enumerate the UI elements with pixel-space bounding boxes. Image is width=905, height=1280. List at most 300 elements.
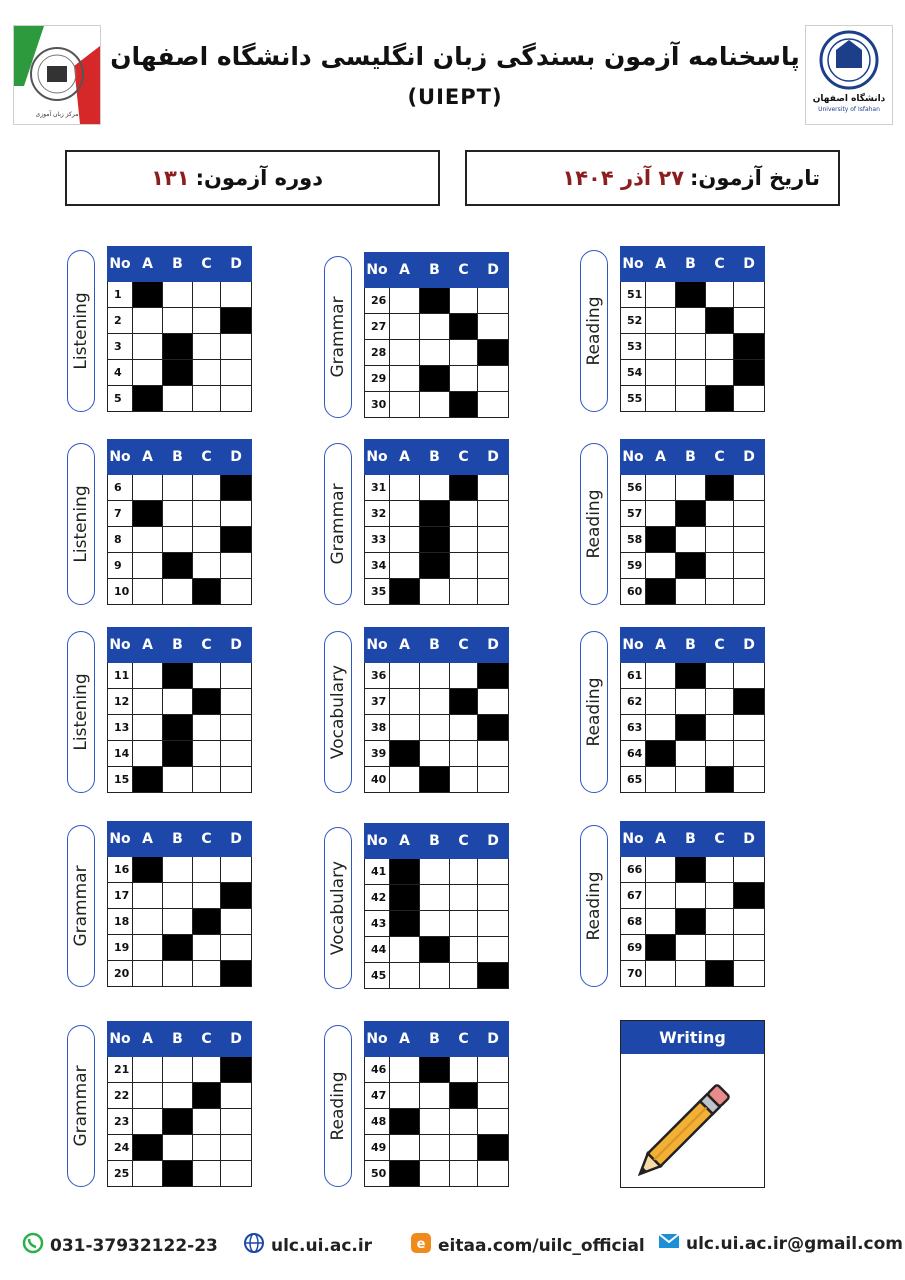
answer-bubble <box>734 767 765 793</box>
answer-bubble <box>133 579 163 605</box>
answer-bubble-filled <box>221 1057 252 1083</box>
answer-row <box>108 386 252 412</box>
answer-bubble <box>390 1057 420 1083</box>
answer-bubble <box>706 579 734 605</box>
answer-bubble <box>133 308 163 334</box>
header-option-d: D <box>478 253 509 288</box>
answer-bubble-filled <box>163 360 193 386</box>
university-logo-text: دانشگاه اصفهان <box>812 94 886 104</box>
answer-bubble-filled <box>163 935 193 961</box>
answer-bubble-filled <box>676 553 706 579</box>
answer-row <box>108 475 252 501</box>
university-logo-subtext: University of Isfahan <box>818 106 880 113</box>
answer-bubble-filled <box>163 553 193 579</box>
answer-bubble <box>163 1083 193 1109</box>
answer-bubble <box>706 715 734 741</box>
answer-bubble <box>478 314 509 340</box>
question-number: 21 <box>108 1057 133 1083</box>
answer-bubble <box>133 883 163 909</box>
answer-bubble-filled <box>163 1109 193 1135</box>
answer-bubble <box>478 366 509 392</box>
answer-bubble <box>133 360 163 386</box>
question-number: 40 <box>365 767 390 793</box>
answer-bubble-filled <box>706 767 734 793</box>
answer-bubble <box>450 859 478 885</box>
question-number: 44 <box>365 937 390 963</box>
section-label-grammar <box>67 1025 95 1187</box>
footer-phone-text: 031-37932122-23 <box>50 1235 218 1256</box>
answer-bubble <box>193 360 221 386</box>
question-number: 36 <box>365 663 390 689</box>
answer-bubble <box>163 689 193 715</box>
answer-bubble-filled <box>133 501 163 527</box>
answer-row <box>365 1057 509 1083</box>
question-number: 65 <box>621 767 646 793</box>
answer-row <box>621 715 765 741</box>
answer-bubble <box>734 579 765 605</box>
answer-row <box>108 961 252 987</box>
answer-bubble <box>420 859 450 885</box>
header-option-c: C <box>193 1022 221 1057</box>
answer-bubble <box>390 288 420 314</box>
question-number: 31 <box>365 475 390 501</box>
section-label-grammar <box>324 256 352 418</box>
answer-bubble-filled <box>478 1135 509 1161</box>
answer-bubble <box>221 553 252 579</box>
answer-row <box>621 883 765 909</box>
answer-bubble <box>133 527 163 553</box>
header-option-c: C <box>193 440 221 475</box>
header-number: No <box>365 824 390 859</box>
answer-bubble <box>478 741 509 767</box>
answer-bubble <box>706 909 734 935</box>
answer-row <box>621 282 765 308</box>
header-option-a: A <box>133 247 163 282</box>
answer-bubble <box>163 961 193 987</box>
section-label-listening <box>67 250 95 412</box>
answer-bubble <box>193 553 221 579</box>
answer-bubble <box>221 1135 252 1161</box>
question-number: 42 <box>365 885 390 911</box>
answer-row <box>621 553 765 579</box>
answer-bubble <box>221 579 252 605</box>
answer-bubble <box>221 360 252 386</box>
answer-bubble <box>163 909 193 935</box>
section-label-text: Reading <box>584 871 604 941</box>
answer-bubble <box>420 963 450 989</box>
answer-row <box>108 663 252 689</box>
header-number: No <box>108 628 133 663</box>
question-number: 25 <box>108 1161 133 1187</box>
answer-row <box>365 963 509 989</box>
section-label-listening <box>67 631 95 793</box>
globe-icon <box>243 1232 265 1259</box>
answer-bubble <box>450 663 478 689</box>
answer-bubble <box>163 1057 193 1083</box>
section-label-text: Reading <box>584 296 604 366</box>
answer-bubble <box>390 527 420 553</box>
question-number: 59 <box>621 553 646 579</box>
question-number: 2 <box>108 308 133 334</box>
answer-bubble-filled <box>390 741 420 767</box>
header-number: No <box>621 247 646 282</box>
answer-bubble-filled <box>133 386 163 412</box>
header-option-c: C <box>193 628 221 663</box>
answer-bubble <box>133 334 163 360</box>
section-label-text: Grammar <box>71 1065 91 1147</box>
header-option-d: D <box>734 822 765 857</box>
answer-bubble <box>390 937 420 963</box>
question-number: 15 <box>108 767 133 793</box>
answer-bubble <box>193 663 221 689</box>
answer-bubble <box>734 527 765 553</box>
answer-bubble <box>450 527 478 553</box>
answer-bubble <box>221 1161 252 1187</box>
header-option-d: D <box>478 824 509 859</box>
answer-bubble-filled <box>133 1135 163 1161</box>
writing-label: Writing <box>621 1021 764 1054</box>
answer-row <box>365 715 509 741</box>
answer-bubble <box>193 527 221 553</box>
answer-bubble <box>420 340 450 366</box>
answer-row <box>621 767 765 793</box>
answer-row <box>365 501 509 527</box>
answer-bubble-filled <box>193 689 221 715</box>
answer-bubble <box>390 663 420 689</box>
answer-bubble <box>676 308 706 334</box>
question-number: 32 <box>365 501 390 527</box>
answer-bubble <box>390 1083 420 1109</box>
question-number: 10 <box>108 579 133 605</box>
answer-bubble <box>478 527 509 553</box>
answer-bubble <box>676 386 706 412</box>
header-option-b: B <box>420 440 450 475</box>
question-number: 45 <box>365 963 390 989</box>
answer-bubble-filled <box>646 935 676 961</box>
exam-date-label: تاریخ آزمون: <box>690 166 820 190</box>
svg-text:مرکز زبان آموزی: مرکز زبان آموزی <box>35 111 79 118</box>
question-number: 13 <box>108 715 133 741</box>
answer-bubble <box>450 767 478 793</box>
answer-bubble <box>478 859 509 885</box>
answer-bubble <box>420 392 450 418</box>
answer-bubble <box>676 961 706 987</box>
answer-bubble <box>478 1083 509 1109</box>
answer-bubble <box>133 663 163 689</box>
answer-bubble-filled <box>390 579 420 605</box>
answer-row <box>621 386 765 412</box>
answer-bubble <box>420 1135 450 1161</box>
answer-grid <box>107 1021 252 1187</box>
answer-bubble <box>734 308 765 334</box>
exam-date-value: ۲۷ آذر ۱۴۰۴ <box>562 166 685 190</box>
answer-bubble <box>706 857 734 883</box>
answer-bubble <box>478 579 509 605</box>
answer-bubble-filled <box>706 308 734 334</box>
answer-bubble-filled <box>676 282 706 308</box>
answer-bubble-filled <box>163 741 193 767</box>
answer-bubble-filled <box>450 1083 478 1109</box>
answer-row <box>621 857 765 883</box>
question-number: 51 <box>621 282 646 308</box>
answer-bubble-filled <box>420 767 450 793</box>
page-title: پاسخنامه آزمون بسندگی زبان انگلیسی دانشگاه اصفهان <box>110 42 800 71</box>
answer-bubble <box>706 360 734 386</box>
answer-row <box>365 741 509 767</box>
answer-bubble <box>420 715 450 741</box>
answer-bubble <box>478 937 509 963</box>
question-number: 57 <box>621 501 646 527</box>
answer-row <box>621 501 765 527</box>
answer-bubble <box>478 475 509 501</box>
footer-phone[interactable] <box>22 1232 218 1259</box>
answer-bubble-filled <box>390 911 420 937</box>
answer-bubble <box>706 935 734 961</box>
answer-row <box>108 527 252 553</box>
header-option-b: B <box>676 628 706 663</box>
question-number: 47 <box>365 1083 390 1109</box>
answer-bubble <box>390 366 420 392</box>
answer-bubble <box>450 579 478 605</box>
question-number: 20 <box>108 961 133 987</box>
answer-bubble <box>420 911 450 937</box>
answer-bubble <box>221 1109 252 1135</box>
answer-bubble <box>420 475 450 501</box>
question-number: 12 <box>108 689 133 715</box>
question-number: 16 <box>108 857 133 883</box>
question-number: 19 <box>108 935 133 961</box>
question-number: 56 <box>621 475 646 501</box>
header-option-c: C <box>450 1022 478 1057</box>
answer-bubble-filled <box>390 1109 420 1135</box>
question-number: 70 <box>621 961 646 987</box>
answer-row <box>365 937 509 963</box>
answer-bubble <box>163 1135 193 1161</box>
answer-row <box>108 501 252 527</box>
answer-bubble-filled <box>734 334 765 360</box>
answer-row <box>365 527 509 553</box>
question-number: 7 <box>108 501 133 527</box>
section-label-reading <box>580 631 608 793</box>
answer-bubble <box>193 501 221 527</box>
answer-bubble <box>221 935 252 961</box>
header-option-d: D <box>478 1022 509 1057</box>
answer-bubble <box>646 883 676 909</box>
header-option-d: D <box>221 628 252 663</box>
answer-bubble <box>221 334 252 360</box>
header-option-a: A <box>133 822 163 857</box>
answer-bubble <box>646 308 676 334</box>
answer-bubble-filled <box>450 314 478 340</box>
header-option-c: C <box>450 440 478 475</box>
answer-bubble <box>390 314 420 340</box>
answer-bubble-filled <box>221 883 252 909</box>
section-label-text: Reading <box>584 489 604 559</box>
answer-bubble <box>450 288 478 314</box>
answer-bubble <box>133 909 163 935</box>
answer-row <box>365 288 509 314</box>
question-number: 5 <box>108 386 133 412</box>
answer-bubble <box>646 360 676 386</box>
answer-bubble <box>478 501 509 527</box>
answer-bubble-filled <box>706 386 734 412</box>
header-option-d: D <box>221 1022 252 1057</box>
question-number: 1 <box>108 282 133 308</box>
answer-row <box>108 715 252 741</box>
question-number: 66 <box>621 857 646 883</box>
section-label-reading <box>580 443 608 605</box>
header-option-c: C <box>450 628 478 663</box>
section-label-text: Vocabulary <box>328 664 348 760</box>
answer-bubble <box>193 386 221 412</box>
answer-bubble <box>193 767 221 793</box>
answer-row <box>621 909 765 935</box>
answer-bubble <box>133 1083 163 1109</box>
header-option-d: D <box>221 440 252 475</box>
answer-bubble <box>133 553 163 579</box>
answer-bubble <box>676 360 706 386</box>
answer-bubble <box>734 663 765 689</box>
answer-row <box>108 1161 252 1187</box>
answer-bubble <box>390 963 420 989</box>
section-label-grammar <box>324 443 352 605</box>
question-number: 17 <box>108 883 133 909</box>
answer-bubble <box>163 857 193 883</box>
answer-bubble <box>163 282 193 308</box>
answer-bubble-filled <box>420 501 450 527</box>
header-option-d: D <box>734 440 765 475</box>
answer-bubble-filled <box>133 767 163 793</box>
question-number: 48 <box>365 1109 390 1135</box>
answer-bubble <box>676 579 706 605</box>
answer-grid <box>620 627 765 793</box>
answer-bubble <box>390 767 420 793</box>
answer-row <box>108 1083 252 1109</box>
answer-grid <box>364 823 509 989</box>
header-option-d: D <box>478 440 509 475</box>
answer-bubble <box>676 935 706 961</box>
question-number: 50 <box>365 1161 390 1187</box>
question-number: 68 <box>621 909 646 935</box>
answer-bubble <box>450 937 478 963</box>
answer-bubble <box>193 1161 221 1187</box>
answer-bubble-filled <box>390 885 420 911</box>
answer-bubble <box>734 935 765 961</box>
section-label-grammar <box>67 825 95 987</box>
footer-eitaa-text: eitaa.com/uilc_official <box>438 1235 645 1256</box>
answer-bubble <box>420 663 450 689</box>
answer-bubble <box>450 366 478 392</box>
answer-row <box>365 767 509 793</box>
question-number: 46 <box>365 1057 390 1083</box>
answer-row <box>621 663 765 689</box>
footer-email[interactable] <box>658 1232 903 1255</box>
answer-bubble-filled <box>734 360 765 386</box>
footer-eitaa[interactable] <box>410 1232 645 1259</box>
answer-bubble-filled <box>676 909 706 935</box>
header-option-d: D <box>221 247 252 282</box>
answer-bubble <box>646 909 676 935</box>
exam-round-label: دوره آزمون: <box>195 166 323 190</box>
header-option-b: B <box>420 628 450 663</box>
answer-row <box>365 553 509 579</box>
answer-bubble-filled <box>420 288 450 314</box>
header-option-c: C <box>193 247 221 282</box>
answer-row <box>621 579 765 605</box>
answer-bubble <box>646 857 676 883</box>
question-number: 37 <box>365 689 390 715</box>
header-option-d: D <box>478 628 509 663</box>
exam-round-box <box>65 150 440 206</box>
answer-bubble <box>193 715 221 741</box>
answer-bubble <box>734 715 765 741</box>
answer-bubble <box>450 741 478 767</box>
header-option-a: A <box>390 440 420 475</box>
answer-bubble <box>133 715 163 741</box>
question-number: 39 <box>365 741 390 767</box>
answer-bubble <box>193 741 221 767</box>
answer-bubble <box>420 741 450 767</box>
answer-bubble-filled <box>420 1057 450 1083</box>
answer-bubble <box>478 911 509 937</box>
answer-row <box>108 360 252 386</box>
section-label-vocabulary <box>324 827 352 989</box>
question-number: 4 <box>108 360 133 386</box>
answer-bubble <box>133 689 163 715</box>
question-number: 63 <box>621 715 646 741</box>
answer-row <box>365 859 509 885</box>
answer-bubble <box>450 1135 478 1161</box>
answer-bubble-filled <box>478 963 509 989</box>
answer-bubble-filled <box>478 715 509 741</box>
answer-bubble <box>646 282 676 308</box>
answer-bubble-filled <box>420 937 450 963</box>
question-number: 14 <box>108 741 133 767</box>
header-option-b: B <box>420 824 450 859</box>
footer-website[interactable] <box>243 1232 372 1259</box>
answer-row <box>365 1161 509 1187</box>
answer-row <box>621 360 765 386</box>
answer-bubble <box>706 553 734 579</box>
answer-bubble <box>390 553 420 579</box>
header-number: No <box>365 1022 390 1057</box>
question-number: 6 <box>108 475 133 501</box>
answer-bubble <box>221 386 252 412</box>
answer-bubble <box>390 1135 420 1161</box>
header-number: No <box>365 253 390 288</box>
answer-bubble <box>133 741 163 767</box>
answer-bubble <box>193 1135 221 1161</box>
answer-row <box>365 911 509 937</box>
section-label-listening <box>67 443 95 605</box>
answer-bubble-filled <box>390 1161 420 1187</box>
exam-date-box <box>465 150 840 206</box>
answer-row <box>365 885 509 911</box>
answer-grid <box>620 439 765 605</box>
answer-bubble <box>420 885 450 911</box>
answer-bubble-filled <box>420 527 450 553</box>
question-number: 8 <box>108 527 133 553</box>
header-option-b: B <box>163 628 193 663</box>
header-option-a: A <box>646 440 676 475</box>
answer-bubble <box>734 282 765 308</box>
eitaa-icon <box>410 1232 432 1259</box>
answer-bubble-filled <box>221 527 252 553</box>
answer-bubble <box>420 1109 450 1135</box>
answer-bubble <box>734 386 765 412</box>
question-number: 35 <box>365 579 390 605</box>
answer-row <box>108 553 252 579</box>
